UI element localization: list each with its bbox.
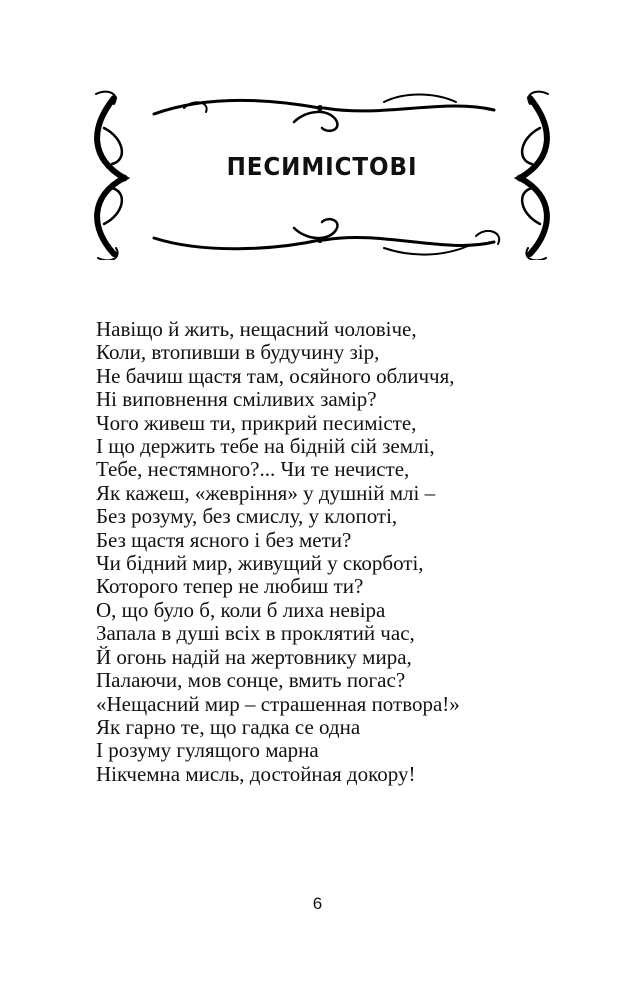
poem-line: Нікчемна мисль, достойная докору! bbox=[96, 761, 416, 786]
poem-line: І розуму гулящого марна bbox=[96, 738, 319, 763]
poem-line: Чого живеш ти, прикрий песимісте, bbox=[96, 410, 417, 435]
poem-title: ПЕСИМІСТОВІ bbox=[226, 152, 418, 181]
poem-line: Ні виповнення сміливих замір? bbox=[96, 387, 377, 412]
poem-line: І що держить тебе на бідній сій землі, bbox=[96, 434, 435, 459]
poem-line: Запала в душі всіх в проклятий час, bbox=[96, 621, 415, 646]
poem-line: О, що було б, коли б лиха невіра bbox=[96, 597, 386, 622]
poem-line: Без щастя ясного і без мети? bbox=[96, 527, 352, 552]
poem-line: Й огонь надій на жертовнику мира, bbox=[96, 644, 412, 669]
poem-line: Чи бідний мир, живущий у скорботі, bbox=[96, 551, 424, 576]
poem-line: Тебе, нестямного?... Чи те нечисте, bbox=[96, 457, 410, 482]
poem-line: Палаючи, мов сонце, вмить погас? bbox=[96, 668, 406, 693]
poem-line: Як гарно те, що гадка се одна bbox=[96, 714, 361, 739]
poem-line: Навіщо й жить, нещасний чоловіче, bbox=[96, 317, 417, 341]
poem-line: «Нещасний мир – страшенная потвора!» bbox=[96, 691, 460, 716]
poem-line: Не бачиш щастя там, осяйного обличчя, bbox=[96, 363, 455, 388]
poem-line: Которого тепер не любиш ти? bbox=[96, 574, 364, 599]
page-number: 6 bbox=[312, 894, 323, 913]
poem-line: Без розуму, без смислу, у клопоті, bbox=[96, 504, 398, 529]
poem-line: Коли, втопивши в будучину зір, bbox=[96, 340, 380, 365]
poem-body bbox=[96, 318, 566, 786]
poem-line: Як кажеш, «жевріння» у душній млі – bbox=[96, 480, 436, 505]
